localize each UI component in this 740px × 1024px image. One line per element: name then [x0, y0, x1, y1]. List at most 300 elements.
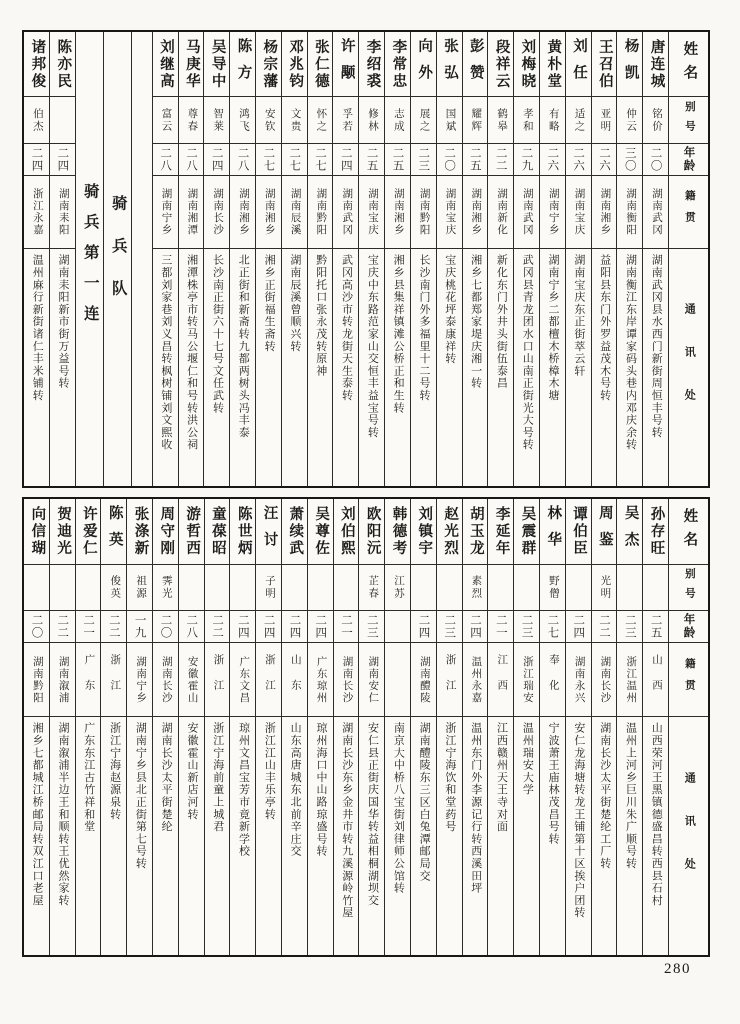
alias-cell [617, 96, 642, 142]
header-alias-cell [669, 564, 708, 611]
name-cell [153, 32, 178, 96]
native-place-cell [643, 175, 668, 249]
person-column [333, 499, 359, 955]
header-age-label: 年龄 [682, 145, 695, 173]
alias-cell [592, 96, 617, 142]
age-cell [256, 143, 281, 175]
contact-text: 温州上河乡巨川朱广顺号转 [624, 722, 637, 870]
age-text: 二一 [340, 614, 353, 640]
name-cell [617, 499, 642, 564]
native-place-text: 湖南辰溪 [289, 187, 301, 236]
contact-text: 温州麻行新街诸仁丰米铺转 [31, 254, 44, 402]
contact-cell [592, 248, 617, 486]
native-place-cell [24, 642, 49, 716]
age-text: 二二 [598, 614, 611, 640]
contact-cell [308, 248, 333, 486]
alias-cell [359, 564, 384, 611]
person-column [565, 32, 591, 486]
person-column [152, 499, 178, 955]
alias-text: 江苏 [393, 575, 405, 600]
age-cell [50, 610, 75, 642]
contact-text: 琼州海口中山路琼盛号转 [314, 722, 327, 858]
name-text: 陈方 [235, 37, 252, 91]
contact-text: 湘乡县集祥镇滩公桥正和生转 [392, 254, 405, 414]
age-cell [643, 610, 668, 642]
alias-text: 适之 [573, 107, 585, 133]
native-place-cell [256, 175, 281, 249]
name-cell [359, 499, 384, 564]
age-cell [566, 610, 591, 642]
age-cell [24, 143, 49, 175]
contact-cell [566, 716, 591, 955]
name-cell [514, 499, 539, 564]
alias-cell [540, 96, 565, 142]
native-place-text: 山西 [651, 654, 662, 706]
header-name-cell [669, 32, 708, 96]
age-text: 二三 [365, 614, 378, 640]
name-text: 童葆昭 [209, 505, 226, 557]
contact-cell [385, 716, 410, 955]
contact-cell [463, 248, 488, 486]
person-column [229, 499, 255, 955]
native-place-text: 湖南湘乡 [470, 187, 482, 236]
age-cell [308, 143, 333, 175]
name-cell [411, 32, 436, 96]
age-text: 二四 [469, 614, 482, 640]
native-place-text: 湖南新化 [496, 187, 508, 236]
name-text: 张涤新 [132, 505, 149, 557]
alias-cell [205, 564, 230, 611]
name-text: 吴杰 [622, 504, 639, 558]
native-place-cell [411, 175, 436, 249]
age-text: 二七 [546, 614, 559, 640]
native-place-text: 湖南武冈 [341, 187, 353, 236]
contact-text: 湘乡七都城江桥邮局转双江口老屋 [31, 722, 44, 907]
age-cell [411, 143, 436, 175]
name-cell [101, 499, 126, 564]
contact-cell [359, 716, 384, 955]
name-text: 吴导中 [209, 38, 226, 90]
native-place-cell [385, 642, 410, 716]
person-column [513, 32, 539, 486]
alias-text: 耀辉 [470, 107, 482, 133]
name-cell [643, 499, 668, 564]
alias-cell [24, 564, 49, 611]
person-column [616, 499, 642, 955]
person-column [152, 32, 178, 486]
native-place-cell [308, 642, 333, 716]
name-cell [385, 32, 410, 96]
native-place-text: 广东 [83, 654, 95, 706]
alias-cell [540, 564, 565, 611]
person-column [642, 499, 668, 955]
name-cell [24, 499, 49, 564]
name-text: 李常忠 [390, 38, 407, 90]
name-cell [617, 32, 642, 96]
age-text: 二八 [236, 146, 249, 172]
native-place-cell [540, 642, 565, 716]
native-place-cell [50, 175, 75, 249]
contact-cell [179, 716, 204, 955]
person-column [24, 32, 49, 486]
name-cell [308, 32, 333, 96]
contact-text: 浙江宁海饮和堂药号 [443, 722, 456, 833]
header-age-cell [669, 143, 708, 175]
name-cell [179, 499, 204, 564]
native-place-cell [514, 175, 539, 249]
age-cell [205, 610, 230, 642]
native-place-cell [334, 642, 359, 716]
contact-cell [205, 716, 230, 955]
age-text: 二六 [546, 146, 559, 172]
age-cell [282, 610, 307, 642]
person-column [178, 499, 204, 955]
age-text: 二八 [185, 614, 198, 640]
person-column [642, 32, 668, 486]
name-text: 王召伯 [596, 38, 613, 90]
name-text: 许颙 [338, 37, 355, 91]
alias-text: 芷春 [367, 575, 379, 600]
alias-text: 鸿飞 [237, 107, 249, 133]
native-place-cell [153, 642, 178, 716]
age-text: 二二 [211, 614, 224, 640]
contact-cell [488, 248, 513, 486]
alias-text: 子明 [264, 575, 276, 600]
alias-cell [411, 564, 436, 611]
contact-cell [540, 248, 565, 486]
person-column [410, 32, 436, 486]
person-column [487, 32, 513, 486]
age-text: 二〇 [649, 146, 662, 172]
age-text: 二四 [339, 146, 352, 172]
native-place-text: 浙江温州 [625, 655, 637, 704]
name-text: 游哲西 [184, 505, 201, 557]
native-place-cell [24, 175, 49, 249]
native-place-text: 湖南衡阳 [625, 187, 637, 236]
native-place-cell [308, 175, 333, 249]
name-text: 欧阳沅 [364, 505, 381, 557]
age-text: 二六 [597, 146, 610, 172]
age-cell [179, 610, 204, 642]
alias-text: 孝和 [521, 107, 533, 133]
native-place-text: 湖南长沙 [212, 187, 224, 236]
alias-cell [643, 564, 668, 611]
contact-cell [514, 716, 539, 955]
alias-text: 怀之 [315, 107, 327, 133]
age-cell [437, 143, 462, 175]
alias-text: 鹤皋 [496, 107, 508, 133]
contact-cell [643, 248, 668, 486]
bottom-table [22, 497, 710, 957]
contact-cell [282, 716, 307, 955]
name-text: 刘镇宇 [416, 505, 433, 557]
age-text: 二〇 [159, 614, 172, 640]
native-place-text: 浙江 [264, 654, 276, 706]
native-place-cell [50, 642, 75, 716]
section-title-column [103, 32, 131, 486]
contact-cell [179, 248, 204, 486]
person-column [307, 499, 333, 955]
age-cell [643, 143, 668, 175]
name-text: 彭赞 [467, 37, 484, 91]
age-text: 二三 [623, 614, 636, 640]
header-age-cell [669, 610, 708, 642]
native-place-text: 广东文昌 [238, 655, 250, 704]
age-cell [437, 610, 462, 642]
native-place-cell [437, 175, 462, 249]
age-cell [411, 610, 436, 642]
header-native-cell [669, 175, 708, 249]
person-column [49, 499, 75, 955]
age-cell [592, 610, 617, 642]
person-column [203, 32, 229, 486]
native-place-text: 湖南长沙 [599, 655, 611, 704]
contact-cell [76, 716, 101, 955]
age-cell [617, 610, 642, 642]
native-place-text: 湖南湘乡 [263, 187, 275, 236]
age-cell [514, 143, 539, 175]
alias-text: 修林 [367, 107, 379, 133]
name-cell [540, 499, 565, 564]
alias-cell [153, 564, 178, 611]
age-text: 二五 [649, 614, 662, 640]
name-text: 吴震群 [519, 505, 536, 557]
alias-cell [256, 564, 281, 611]
name-text: 陈英 [106, 504, 123, 558]
native-place-cell [411, 642, 436, 716]
native-place-cell [488, 642, 513, 716]
name-cell [643, 32, 668, 96]
contact-cell [488, 716, 513, 955]
alias-cell [256, 96, 281, 142]
native-place-cell [230, 175, 255, 249]
person-column [24, 499, 49, 955]
native-place-cell [359, 175, 384, 249]
age-text: 二六 [572, 146, 585, 172]
alias-text: 野僧 [547, 575, 559, 600]
contact-text: 宝庆桃花坪泰康祥转 [443, 254, 456, 365]
contact-cell [101, 716, 126, 955]
alias-cell [230, 96, 255, 142]
section-title-text: 骑兵队 [109, 195, 127, 323]
native-place-cell [333, 175, 358, 249]
name-text: 杨凯 [622, 37, 639, 91]
native-place-cell [282, 642, 307, 716]
alias-cell [566, 96, 591, 142]
native-place-text: 湖南宁乡 [135, 655, 147, 704]
alias-cell [488, 564, 513, 611]
alias-cell [308, 564, 333, 611]
name-text: 张仁德 [312, 38, 329, 90]
person-column [358, 499, 384, 955]
contact-text: 宁波萧王庙林茂昌号转 [547, 722, 560, 846]
header-name-label: 姓名 [681, 40, 698, 88]
name-cell [411, 499, 436, 564]
name-text: 林华 [545, 504, 562, 558]
contact-text: 武冈县青龙团水口山南正街光大号转 [521, 254, 534, 451]
native-place-cell [127, 642, 152, 716]
contact-cell [50, 716, 75, 955]
contact-cell [153, 248, 178, 486]
contact-cell [411, 248, 436, 486]
header-column [668, 32, 708, 486]
person-column [436, 499, 462, 955]
native-place-text: 湖南永兴 [573, 655, 585, 704]
name-text: 周守刚 [158, 505, 175, 557]
native-place-cell [179, 642, 204, 716]
age-text: 二五 [468, 146, 481, 172]
native-place-text: 湖南武冈 [521, 187, 533, 236]
header-column [668, 499, 708, 955]
alias-cell [204, 96, 229, 142]
alias-cell [385, 564, 410, 611]
native-place-cell [617, 642, 642, 716]
contact-text: 山西荣河王黑镇德盛昌转西县石村 [650, 722, 663, 907]
header-alias-label: 别号 [683, 568, 695, 607]
name-cell [540, 32, 565, 96]
alias-cell [24, 96, 49, 142]
age-text: 二四 [30, 146, 43, 172]
contact-cell [643, 716, 668, 955]
alias-cell [127, 564, 152, 611]
contact-cell [50, 248, 75, 486]
name-cell [256, 32, 281, 96]
native-place-text: 广东琼州 [315, 655, 327, 704]
age-text: 二二 [107, 614, 120, 640]
contact-text: 温州瑞安大学 [521, 722, 534, 796]
header-contact-label: 通讯处 [683, 303, 696, 433]
native-place-cell [463, 642, 488, 716]
alias-cell [617, 564, 642, 611]
contact-text: 广东东江古竹祥和堂 [82, 722, 95, 833]
contact-cell [230, 248, 255, 486]
native-place-cell [205, 642, 230, 716]
age-text: 三〇 [623, 146, 636, 172]
alias-text: 伯杰 [31, 107, 43, 133]
name-text: 张弘 [441, 37, 458, 91]
alias-cell [179, 96, 204, 142]
name-text: 胡玉龙 [467, 505, 484, 557]
alias-cell [179, 564, 204, 611]
contact-text: 湖南宁乡二都檀木桥樟木塘 [547, 254, 560, 402]
native-place-cell [643, 642, 668, 716]
alias-cell [488, 96, 513, 142]
name-text: 向信瑚 [29, 505, 46, 557]
native-place-cell [540, 175, 565, 249]
person-column [565, 499, 591, 955]
native-place-cell [76, 642, 101, 716]
contact-cell [411, 716, 436, 955]
alias-text: 孚若 [341, 107, 353, 133]
native-place-cell [617, 175, 642, 249]
alias-cell [153, 96, 178, 142]
native-place-text: 湖南黔阳 [418, 187, 430, 236]
age-text: 二〇 [443, 146, 456, 172]
header-native-cell [669, 642, 708, 716]
age-cell [24, 610, 49, 642]
native-place-text: 湖南长沙 [341, 655, 353, 704]
native-place-cell [101, 642, 126, 716]
native-place-text: 湖南安仁 [367, 655, 379, 704]
name-cell [385, 499, 410, 564]
alias-cell [514, 564, 539, 611]
age-text: 二四 [572, 614, 585, 640]
person-column [513, 499, 539, 955]
person-column [307, 32, 333, 486]
contact-text: 湖南长沙太平街楚纶 [160, 722, 173, 833]
header-native-label: 籍贯 [683, 658, 695, 702]
contact-text: 浙江江山丰乐亭转 [263, 722, 276, 821]
header-contact-cell [669, 716, 708, 955]
native-place-cell [514, 642, 539, 716]
contact-text: 湖南耒阳新市街万益号转 [57, 254, 70, 390]
name-text: 诸邦俊 [29, 38, 46, 90]
alias-text: 光明 [599, 575, 611, 600]
age-text: 二〇 [30, 614, 43, 640]
name-cell [334, 499, 359, 564]
age-text: 二九 [520, 146, 533, 172]
contact-cell [514, 248, 539, 486]
person-column [75, 499, 101, 955]
name-cell [463, 32, 488, 96]
age-cell [540, 610, 565, 642]
person-column [178, 32, 204, 486]
alias-cell [592, 564, 617, 611]
name-text: 马庚华 [183, 38, 200, 90]
name-cell [514, 32, 539, 96]
contact-cell [256, 248, 281, 486]
age-cell [153, 610, 178, 642]
alias-text: 文贵 [289, 107, 301, 133]
alias-cell [643, 96, 668, 142]
header-alias-label: 别号 [683, 100, 695, 140]
name-cell [230, 499, 255, 564]
age-cell [282, 143, 307, 175]
contact-text: 湖南长沙太平街楚纶工厂转 [598, 722, 611, 870]
contact-text: 湘乡正街福生斋转 [263, 254, 276, 353]
age-cell [256, 610, 281, 642]
contact-text: 温州东门外李源记行转西溪田坪 [469, 722, 482, 895]
contact-text: 黔阳托口张永茂转原神 [314, 254, 327, 378]
age-text: 二四 [56, 146, 69, 172]
contact-cell [359, 248, 384, 486]
alias-cell [463, 564, 488, 611]
name-cell [76, 499, 101, 564]
name-text: 吴尊佐 [313, 505, 330, 557]
contact-cell [204, 248, 229, 486]
contact-text: 湖南辰溪曾顺兴转 [288, 254, 301, 353]
contact-text: 益阳县东门外罗益茂木号转 [598, 254, 611, 402]
native-place-cell [437, 642, 462, 716]
contact-text: 安徽霍山新店河转 [185, 722, 198, 821]
alias-cell [437, 96, 462, 142]
age-cell [230, 610, 255, 642]
age-text: 二二 [494, 146, 507, 172]
age-cell [127, 610, 152, 642]
name-cell [566, 32, 591, 96]
age-cell [566, 143, 591, 175]
native-place-cell [204, 175, 229, 249]
native-place-text: 湖南湘潭 [186, 187, 198, 236]
age-text: 一九 [133, 614, 146, 640]
name-text: 赵光烈 [442, 505, 459, 557]
contact-text: 长沙南门外多福里十二号转 [417, 254, 430, 402]
person-column [539, 499, 565, 955]
age-cell [101, 610, 126, 642]
age-text: 二三 [520, 614, 533, 640]
name-cell [282, 499, 307, 564]
native-place-cell [463, 175, 488, 249]
